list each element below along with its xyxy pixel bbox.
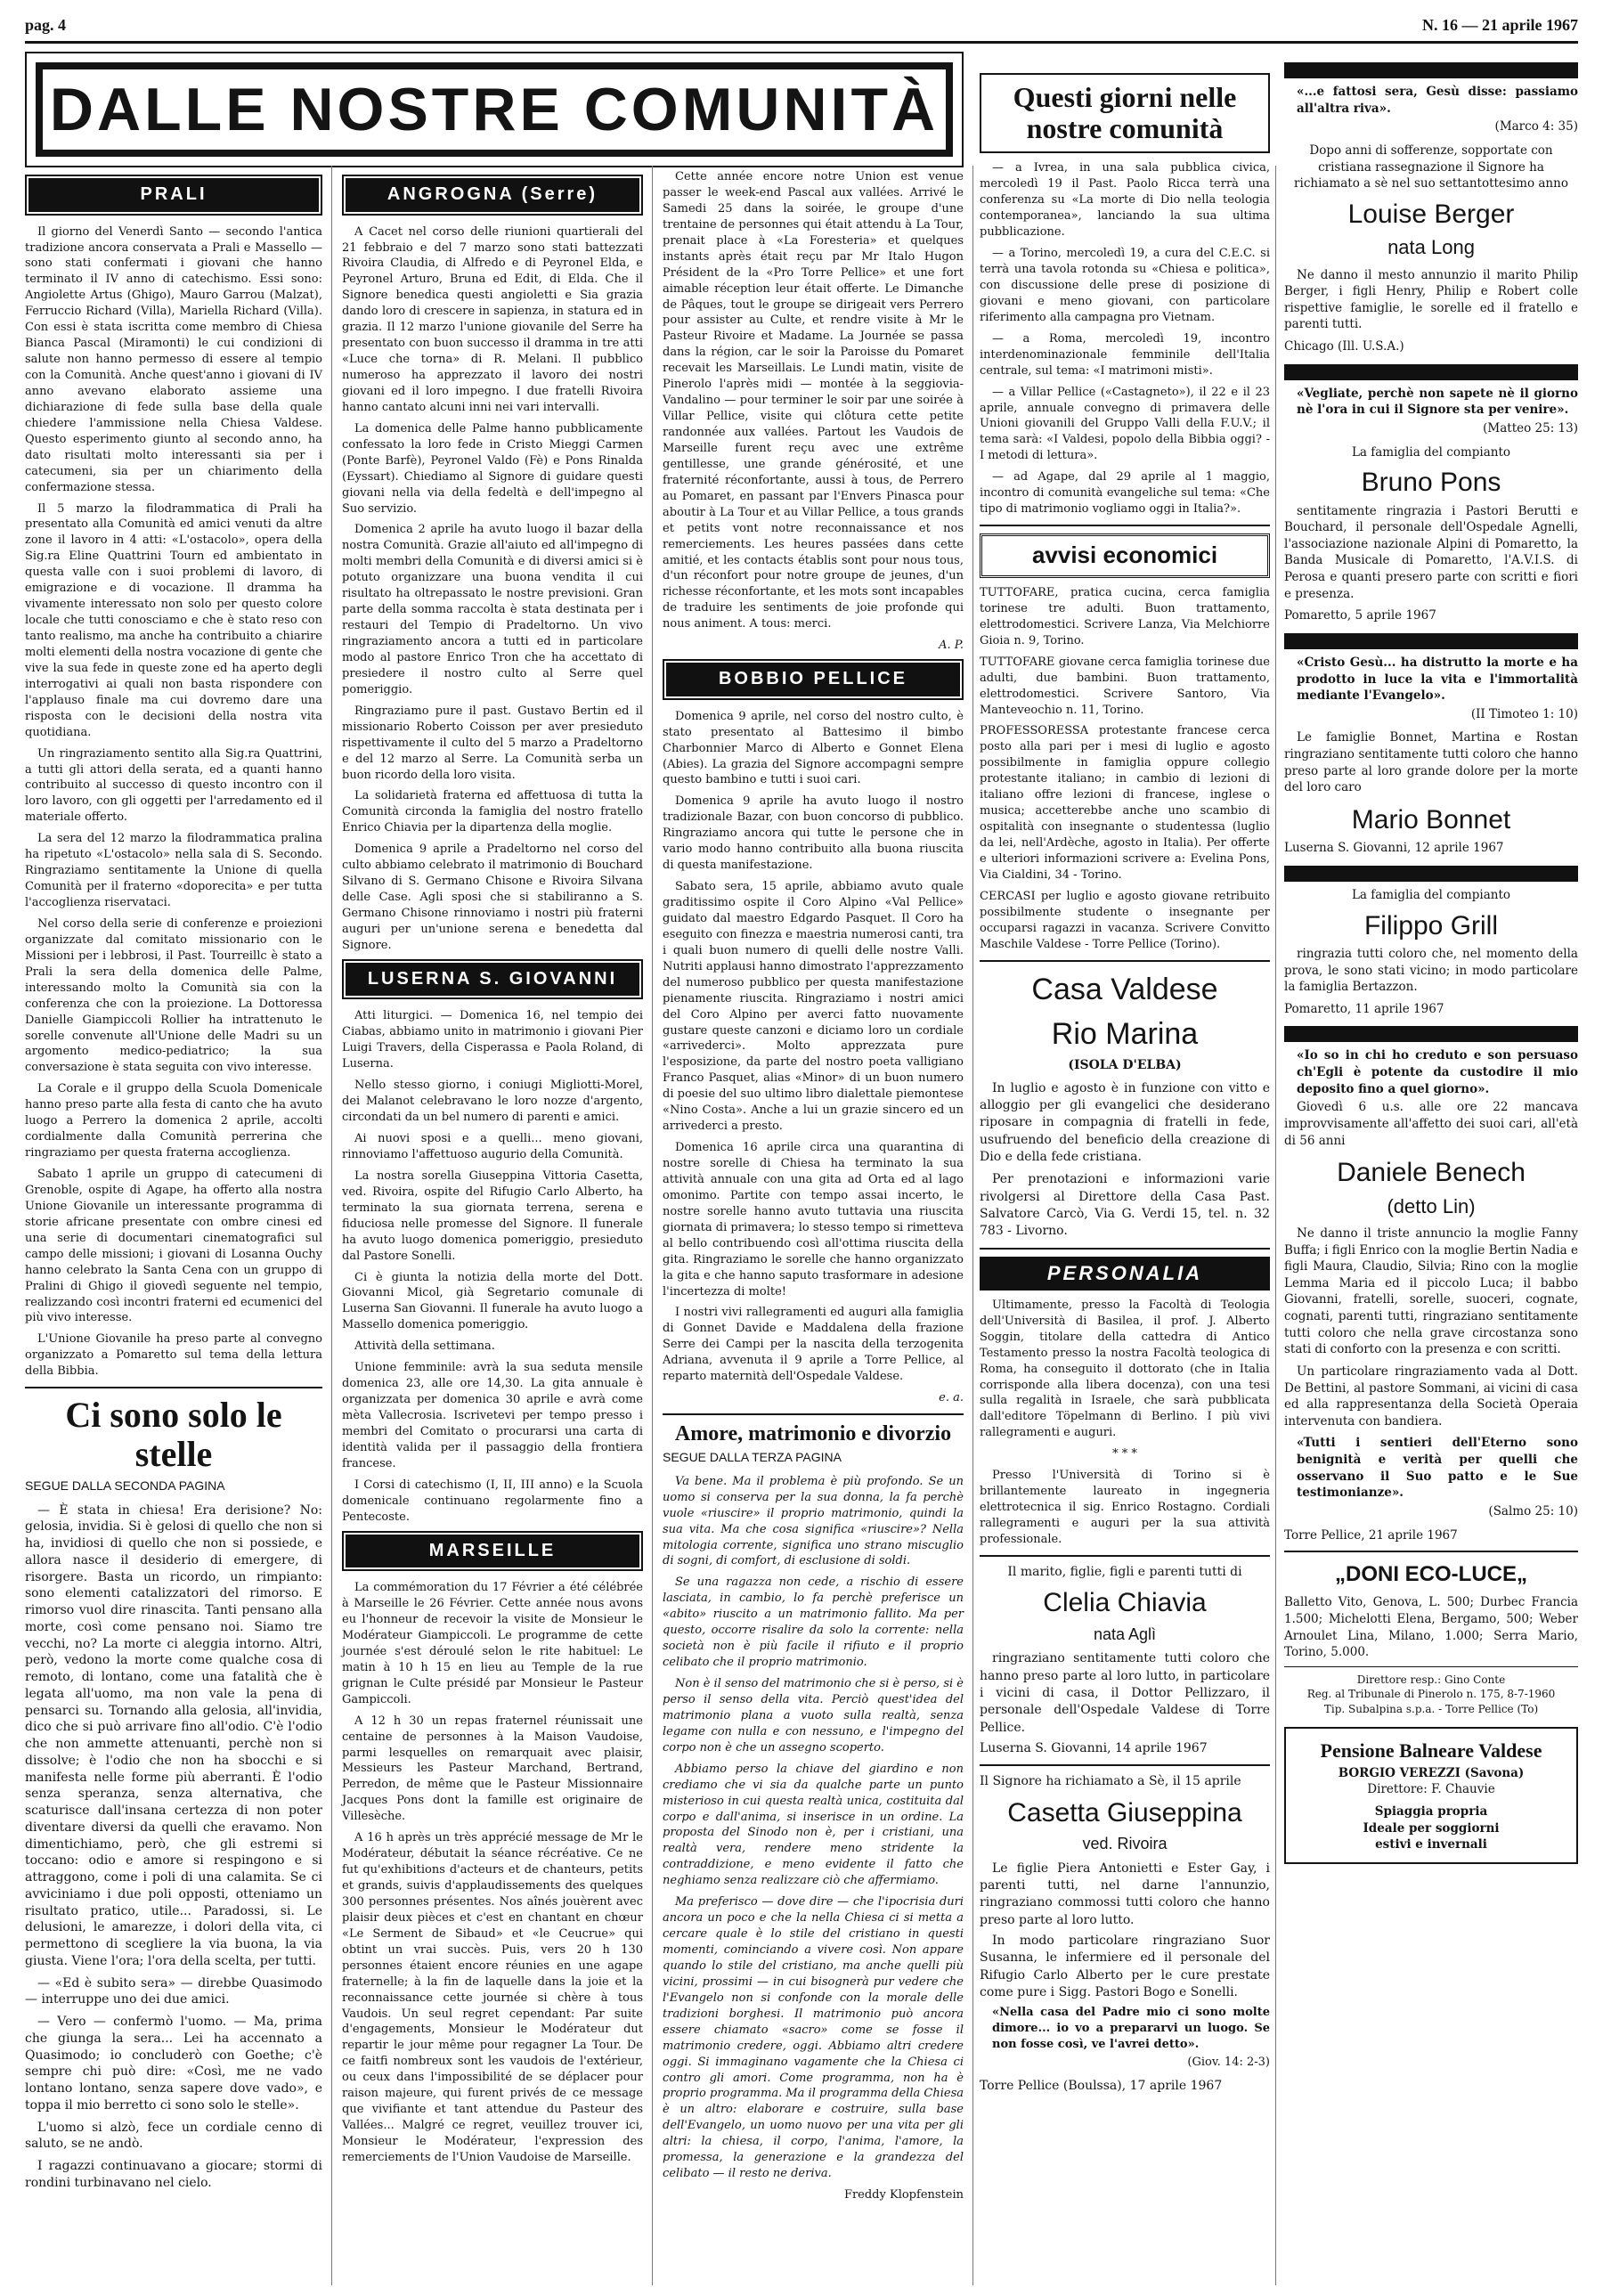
marseille-header: MARSEILLE [342,1531,643,1572]
article-paragraph: Domenica 9 aprile ha avuto luogo il nostro tradizionale Bazar, con buon concorso di pubblico. Ringraziamo ancora qui tutte le persone che in vario modo hanno contribuito alla buona riuscita di questa manifestazione. [663,794,964,873]
casetta-quote-ref: (Giov. 14: 2-3) [1187,2056,1270,2070]
column-3 [663,169,964,2203]
pensione-place: BORGIO VEREZZI (Savona) [1338,1765,1525,1780]
bonnet-text: Le famiglie Bonnet, Martina e Rostan ringraziano sentitamente tutti coloro che hanno preso parte al loro grande dolore per la morte del loro caro [1284,730,1578,795]
amore-author: Freddy Klopfenstein [843,2188,964,2202]
benech-text: Un particolare ringraziamento vada al Dott. De Bettini, al pastore Sommani, ai vicini di casa ed alla rappresentanza della Società Operaia intervenuta con bandiera. [1284,1364,1578,1429]
article-paragraph: L'Unione Giovanile ha preso parte al convegno organizzato a Pomaretto sul tema della lettura della Bibbia. [25,1332,322,1379]
article-paragraph: La nostra sorella Giuseppina Vittoria Casetta, ved. Rivoira, ospite del Rifugio Carlo Alberto, ha terminato la sua giornata terrena, serena e fiduciosa nelle promesse del Signore. Il funerale ha avuto luogo domenica pomeriggio, presieduto dal Pastore Sonelli. [342,1168,643,1263]
article-paragraph: — Vero — confermò l'uomo. — Ma, prima che giunga la sera... Lei ha accennato a Quasimodo; io concluderò con Goethe; c'è sempre chi può dire: «Così, me ne vado lontano lontano, senza sapere dove vado», e toppa il mio berretto ci sono solo le stelle». [25,2015,322,2113]
pensione-tag: Spiaggia propria [1374,1804,1488,1820]
article-paragraph: Domenica 9 aprile a Pradeltorno nel corso del culto abbiamo celebrato il matrimonio di Bouchard Silvano di S. Germano Chisone e Rivoira Silvana delle Case. Agli sposi che si stabiliranno a S. Germano Chisone rinnoviamo i nostri più fraterni auguri per un'unione serena e benedetta dal Signore. [342,843,643,952]
casa-text [980,1080,1270,1241]
benech-name: Daniele Benech [1337,1158,1526,1188]
column-2 [342,169,643,2171]
avvisi-list [980,585,1270,953]
masthead-printer: Tip. Subalpina s.p.a. - Torre Pellice (To) [1323,1702,1539,1715]
article-paragraph: A 12 h 30 un repas fraternel réunissait une centaine de personnes à la Maison Vaudoise, parmi lesquelles on remarquait avec plaisir, Messieurs les Pasteur Marchand, Bertrand, Perredon, de même que le Pasteur Missionnaire Jacques Pons dont la famille est originaire de Villesèche. [342,1714,643,1824]
amore-article [663,1474,964,2182]
article-paragraph: Attività della settimana. [354,1339,495,1354]
article-paragraph: Non è il senso del matrimonio che si è perso, si è perso il senso della vita. Perciò quest'idea del matrimonio plana a vuoto sulla realtà, senza legame con nulla e con nessuno, e l'impegno del corpo non è che un assegno scoperto. [663,1677,964,1755]
bonnet-quote: «Cristo Gesù... ha distrutto la morte e ha prodotto in luce la vita e l'immortalità mediante l'Evangelo». [1297,655,1578,704]
berger-intro: Dopo anni di sofferenze, sopportate con cristiana rassegnazione il Signore ha richiamato a sè nel suo settantottesimo anno [1294,142,1568,191]
article-paragraph: La domenica delle Palme hanno pubblicamente confessato la loro fede in Cristo Mieggi Carmen (Ponte Barfè), Peyronel Valdo (Fè) e Pons Rinalda (Eyssart). Chiediamo al Signore di guidare questi giovani nella via della fedeltà e dell'impegno al Suo servizio. [342,421,643,516]
article-paragraph: Atti liturgici. — Domenica 16, nel tempio dei Ciabas, abbiamo unito in matrimonio i giovani Pier Luigi Travers, della Cisperassa e Paola Roland, di Luserna. [342,1009,643,1071]
pensione-name: Pensione Balneare Valdese [1320,1739,1542,1763]
section-banner [25,52,964,167]
masthead-director: Direttore resp.: Gino Conte [1356,1673,1506,1686]
bobbio-signature: e. a. [939,1391,964,1405]
benech-place: Torre Pellice, 21 aprile 1967 [1284,1527,1458,1543]
column-5 [1284,53,1578,1875]
luserna-article [342,1008,643,1525]
article-paragraph: Va bene. Ma il problema è più profondo. Se un uomo si conserva per la sua donna, la fa perchè vuole «riuscire» il proprio matrimonio, quindi la sua vita. Ma che cosa significa «riuscire»? Nella mitologia corrente, significa uno strano miscuglio di sogni, di comfort, di esclusione di soldi. [663,1474,964,1568]
section-rule [1284,1551,1578,1552]
article-paragraph: Se una ragazza non cede, a rischio di essere lasciata, in cambio, lo fa perchè preferisce un «abito» riuscito a un matrimonio fallito. Ma per questo, occorre risalire da solo la corrente: nella società non è più facile il rifiuto e il proprio celibato che il proprio matrimonio. [663,1575,964,1670]
article-paragraph: Un ringraziamento sentito alla Sig.ra Quattrini, a tutti gli attori della serata, ed a quanti hanno contribuito al successo di questo incontro con il loro lavoro, con gli oggetti per l'arredamento ed il materiale offerto. [25,746,322,825]
article-paragraph: Il 5 marzo la filodrammatica di Prali ha presentato alla Comunità ed amici venuti da altre zone il lavoro in 4 atti: «L'ostacolo», opera della Sig.ra Eline Quattrini Tourn ed ambientato in questa valle con i suoi problemi di lavoro, di emigrazione e di vocazione. Il dramma ha vivamente interessato non solo per questo colore locale che tutti conosciamo e che è stato reso con tanto realismo, ma anche ha contribuito a chiarire molti elementi della nostra vocazione di gente che vive la sua fede in queste zone ed ha aperto degli interrogativi ai quali non basta rispondere con l'applauso finale ma cui dovremo dare una risposta con le decisioni della nostra vita quotidiana. [25,501,322,739]
article-paragraph: A Cacet nel corso delle riunioni quartierali del 21 febbraio e del 7 marzo sono stati battezzati Rivoira Claudia, di Alfredo e di Peyronel Elda, e Peyronel Arturo, Bruna ed Edit, di Elda. Che il Signore benedica questi angioletti e Sia grazia dando loro di crescere in sapienza, in statura ed in grazia. Il 12 marzo l'unione giovanile del Serre ha presentato con buon successo il dramma in tre atti «Luce che torna» di R. Melani. Il pubblico numeroso ha apprezzato il lavoro dei nostri giovani ed il loro impegno. I due fratelli Rivoira hanno cantato alcuni inni nei vari intervalli. [342,224,643,414]
article-paragraph: In luglio e agosto è in funzione con vitto e alloggio per gli evangelici che desiderano riposare in compagnia di fratelli in fede, usufruendo del beneficio della creazione di Dio e della fede cristiana. [980,1080,1270,1164]
pensione-tag: estivi e invernali [1375,1837,1487,1852]
amore-subtitle: SEGUE DALLA TERZA PAGINA [663,1450,842,1465]
pensione-ad [1284,1727,1578,1863]
prali-article [25,224,322,1380]
clelia-intro: Il marito, figlie, figli e parenti tutti di [1007,1564,1242,1579]
pensione-tag: Ideale per soggiorni [1363,1820,1500,1836]
classified-ad: CERCASI per luglio e agosto giovane retribuito possibilmente studente o insegnante per occuparsi ragazzi in vacanza. Scrivere Convitto Maschile Valdese - Torre Pellice (Torino). [980,889,1270,951]
article-paragraph: — ad Agape, dal 29 aprile al 1 maggio, incontro di comunità evangeliche sul tema: «Che tipo di matrimonio vogliamo oggi in Italia?». [980,470,1270,517]
amore-title: Amore, matrimonio e divorzio [674,1422,952,1446]
berger-name: Louise Berger [1347,199,1515,229]
article-paragraph: Domenica 2 aprile ha avuto luogo il bazar della nostra Comunità. Grazie all'aiuto ed all'impegno di molti membri della Comunità e di diversi amici si è potuto organizzare una buona vendita il cui risultato ha oltrepassato le nostre previsioni. Gran parte della somma raccolta è stata destinata per i restauri del Tempio di Pradeltorno. Un vivo ringraziamento ancora a tutti ed in particolare modo al pastore Enrico Tron che ha accettato di presiedere il nostro culto al Serre quel pomeriggio. [342,523,643,696]
issue-date: N. 16 — 21 aprile 1967 [1422,16,1578,34]
stelle-subtitle: SEGUE DALLA SECONDA PAGINA [25,1478,225,1494]
article-paragraph: Presso l'Università di Torino si è brillantemente laureato in ingegneria elettrotecnica il sig. Enrico Rostagno. Cordiali rallegramenti e auguri per la sua attività professionale. [980,1469,1270,1546]
bobbio-header: BOBBIO PELLICE [663,659,964,700]
casetta-text: Le figlie Piera Antonietti e Ester Gay, i parenti tutti, nel darne l'annunzio, ringraziano commossi tutti coloro che hanno preso parte al loro lutto. [980,1860,1270,1927]
page-number: pag. 4 [25,16,67,34]
article-paragraph: Ai nuovi sposi e a quelli... meno giovani, rinnoviamo l'affettuoso augurio della Comunità. [342,1132,643,1161]
section-rule [663,1413,964,1415]
benech-quote-2: «Tutti i sentieri dell'Eterno sono benignità e verità per quelli che osservano il Suo patto e le Sue testimonianze». [1297,1436,1578,1501]
article-paragraph: — a Villar Pellice («Castagneto»), il 22 e il 23 aprile, annuale convegno di primavera delle Unioni giovanili del Gruppo Valli della F.U.V.; il tema sarà: «I Valdesi, popolo della Bibbia oggi? - I metodi di lettura». [980,385,1270,463]
notice-bar [1284,1026,1578,1042]
casa-place: (ISOLA D'ELBA) [1068,1058,1182,1073]
article-paragraph: I nostri vivi rallegramenti ed auguri alla famiglia di Gonnet Davide e Maddalena della frazione Serre dei Campi per la nascita della terzogenita Adriana, avvenuta il 9 aprile a Torre Pellice, al reparto maternità dell'Ospedale Valdese. [663,1306,964,1384]
separator-stars: * * * [1112,1447,1137,1461]
section-rule [980,1248,1270,1250]
casetta-sub: ved. Rivoira [1082,1835,1168,1853]
berger-place: Chicago (Ill. U.S.A.) [1284,339,1404,354]
column-4 [980,73,1270,2095]
pons-name: Bruno Pons [1361,468,1501,498]
article-paragraph: — È stata in chiesa! Era derisione? No: gelosia, invidia. Si è gelosi di quello che non si ha, invidiosi di quello che non si possiede, e allora nasce il desiderio di emergere, di risorgere. Basta un ricordo, un rimpianto: sono elementi catalizzatori del rimorso. E rimorso vuol dire rinascita. Tanti pensano alla morte, così come pensano noi. Siamo tre vecchi, no? La morte ci aleggia intorno. Altri, però, vedono la morte come qualche cosa di remoto, di lontano, come una fatalità che è legata all'uomo, ma non vale la pena di pensarci su. Tornando alla gelosia, all'invidia, dico che si può arrivare fino all'odio. C'è l'odio che non ammette attenuanti, perchè non si dissolve; è l'odio che non ha sbocchi e si manifesta nelle forme più aberranti. È l'odio senza speranza, senza alternativa, che scaturisce dall'insana certezza di non poter diventare diversi da quelli che eravamo. Non dimentichiamo, però, che gli estremi si toccano: odio e amore si respingono e si attraggono, come i poli di una calamita. Se ci avviciniamo i due poli opposti, otteniamo un risultato pratico, utile... Paradossi, si. Le delusioni, le amarezze, i dolori della vita, ci permettono di scegliere la via buona, la via giusta. Viene l'ora; l'ora della scelta, per tutti. [25,1502,322,1968]
article-paragraph: Ci è giunta la notizia della morte del Dott. Giovanni Micol, già Segretario comunale di Luserna San Giovanni. Il funerale ha avuto luogo a Massello domenica pomeriggio. [342,1270,643,1332]
angrogna-article [342,224,643,954]
classified-ad: TUTTOFARE, pratica cucina, cerca famiglia torinese tre adulti. Buon trattamento, elettrodomestici. Scrivere Lanza, Via Melchiorre Gioia n. 9, Torino. [980,585,1270,647]
article-paragraph: Abbiamo perso la chiave del giardino e non crediamo che vi sia da qualche parte un punto misterioso in cui questa realtà unica, costituita dal corpo e dall'anima, si inserisce in un ordine. La proposta del Sinodo non è, per i cristiani, una realtà vera, rendere meno stridente la contraddizione, e meno evidente il fatto che neghiamo senza realizzare ciò che affermiamo. [663,1762,964,1888]
bonnet-place: Luserna S. Giovanni, 12 aprile 1967 [1284,841,1504,856]
masthead-registration: Reg. al Tribunale di Pinerolo n. 175, 8-7-1960 [1306,1688,1556,1701]
notice-bar [1284,866,1578,882]
article-paragraph: Cette année encore notre Union est venue passer le week-end Pascal aux vallées. Arrivé le Samedi 25 dans la soirée, le groupe d'une trentaine de personnes qui était attendu à La Tour, prenait place à «La Foresteria» et quelques instants après était reçu par Mr Italo Hugon Président de la «Pro Torre Pellice» et une fort aimable réception leur était offerte. Le Dimanche de Pâques, tout le groupe se dirigeait vers Perrero pour assister au Culte, et rendre visite à Mr le Pasteur Rivoire et Madame. La Journée se passa dans la région, car le soir la Paroisse du Pomaret recevait les Marseillais. Le Lundi matin, visite de Pinerolo l'après midi — montée à la seggiovia-Vandalino — pour terminer le soir par une soirée à Villar Pellice, visite qui clôtura cette petite randonnée aux vallées. Partout les Vaudois de Marseille furent reçu avec une extrême gentillesse, une grande générosité, et une fraternité réconfortante, aussi à tous, de Perrero au Pomaret, en passant par l'Envers Pinasca pour aboutir à La Tour et au Villar Pellice, a tous grands et petits vont notre reconnaissance et nos remerciements. Les heures passées dans cette amitié, et les contacts établis sont pour nous tous, d'un réconfort pour notre groupe de jeunes, d'un richesse réconfortante, et les mots sont incapables de traduire les sentiments de joie profonde qui nous animent. A tous: merci. [663,170,964,631]
article-paragraph: La sera del 12 marzo la filodrammatica pralina ha ripetuto «L'ostacolo» nella sala di S. Secondo. Ringraziamo sentitamente la Unione di quella Comunità per il fraterno «doporecita» e per tutta l'accoglienza riservataci. [25,832,322,910]
section-rule [25,1387,322,1388]
banner-title: DALLE NOSTRE COMUNITÀ [49,76,940,143]
angrogna-header: ANGROGNA (Serre) [342,175,643,216]
clelia-place: Luserna S. Giovanni, 14 aprile 1967 [980,1741,1208,1756]
luserna-header: LUSERNA S. GIOVANNI [342,959,643,1000]
section-rule [980,1555,1270,1557]
section-rule [980,960,1270,962]
casetta-text: In modo particolare ringraziano Suor Susanna, le infermiere ed il personale del Rifugio Carlo Alberto per le cure prestate come pure i Sigg. Pastori Bogo e Sonelli. [980,1934,1270,2000]
berger-quote-ref: (Marco 4: 35) [1494,119,1578,134]
article-paragraph: Per prenotazioni e informazioni varie rivolgersi al Direttore della Casa Past. Salvatore Carcò, Via G. Verdi 15, tel. n. 32 783 - Livorno. [980,1172,1270,1239]
marseille-signature: A. P. [939,639,964,653]
article-paragraph: Ma preferisco — dove dire — che l'ipocrisia duri ancora un poco e che la nella Chiesa ci si metta a cercare quale è lo stile del cristiano in questi momenti, cominciando a vivere così. Non appare quando lo stile del cristiano, ma anche quelli più vicini, prossimi — in cui bisognerà pur vedere che l'Evangelo non si confonde con la morale delle tradizioni borghesi. Il matrimonio può ancora essere chiamato «sacro» come se fosse il matrimonio credere, oggi. Abbiamo altri credere oggi. Si immaginano vagamente che la Chiesa ci contro gli amori. Come programma, non ha è proprio programma. Ma il programma della Chiesa è un altro: elaborare e costruire, sulla base dell'Evangelo, un uomo nuovo per una vita per gli altri: la chiesa, il corpo, l'anima, l'amore, la promessa, la generazione e la grandezza del celibato — il resto ne deriva. [663,1895,964,2181]
casetta-quote: «Nella casa del Padre mio ci sono molte dimore... io vo a prepararvi un luogo. Se non fosse così, ve l'avrei detto». [992,2006,1270,2052]
article-paragraph: Domenica 16 aprile circa una quarantina di nostre sorelle di Chiesa ha terminato la sua attività annuale con una gita ad Orta ed al lago omonimo. Partite con tempo assai incerto, le nostre sorelle hanno avuto tuttavia una riuscita giornata di primavera; lo stesso tempo si rimetteva al bello contribuendo così all'ottima riuscita della gita. Ringraziamo le sorelle che hanno organizzato la gita e che hanno saputo trasformare in adesione l'incertezza di molte! [663,1141,964,1299]
column-rule [972,166,973,2285]
article-paragraph: Nello stesso giorno, i coniugi Migliotti-Morel, dei Malanot celebravano le loro nozze d'argento, circondati da un bel numero di parenti e amici. [342,1079,643,1125]
article-paragraph: L'uomo si alzò, fece un cordiale cenno di saluto, se ne andò. [25,2120,322,2152]
grill-place: Pomaretto, 11 aprile 1967 [1284,1001,1444,1016]
clelia-sub: nata Aglì [1093,1624,1157,1643]
notice-bar [1284,62,1578,78]
pons-intro: La famiglia del compianto [1351,444,1511,460]
divider [1284,1666,1578,1667]
column-rule [652,166,653,2285]
article-paragraph: — «Ed è subito sera» — direbbe Quasimodo — interruppe uno dei due amici. [25,1975,322,2007]
article-paragraph: La solidarietà fraterna ed affettuosa di tutta la Comunità circonda la famiglia del nostro fratello Enrico Chiavia per la dipartenza della moglie. [342,789,643,835]
personalia-article [980,1298,1270,1548]
berger-sub: nata Long [1387,236,1475,259]
berger-quote: «...e fattosi sera, Gesù disse: passiamo all'altra riva». [1297,85,1578,116]
benech-sub: (detto Lin) [1387,1194,1476,1217]
stelle-title: Ci sono solo le stelle [65,1395,282,1475]
stelle-article [25,1502,322,2192]
notice-bar [1284,633,1578,649]
page-header [25,16,1578,36]
column-rule [1275,166,1276,2285]
notice-bar [1284,364,1578,380]
header-rule [25,41,1578,44]
article-paragraph: — a Roma, mercoledì 19, incontro interdenominazionale femminile dell'Italia centrale, sul tema: «I matrimoni misti». [980,331,1270,378]
bonnet-name: Mario Bonnet [1351,804,1511,835]
pons-place: Pomaretto, 5 aprile 1967 [1284,608,1436,623]
article-paragraph: I ragazzi continuavano a giocare; stormi di rondini turbinavano nel cielo. [25,2159,322,2190]
clelia-text: ringraziano sentitamente tutti coloro che hanno preso parte al loro lutto, in particolare i vicini di casa, il Dottor Pellizzaro, il personale dell'Ospedale Valdese di Torre Pellice. [980,1651,1270,1735]
pons-quote-ref: (Matteo 25: 13) [1483,420,1578,436]
marseille-continued [663,169,964,654]
article-paragraph: La commémoration du 17 Février a été célébrée à Marseille le 26 Février. Cette année nous avons eu l'honneur de recevoir la visite de Monsieur le Modérateur Giampiccoli. Le programme de cette journée s'est déroulé selon le rite habituel: Le matin à 10 h 15 en lieu au Temple de la rue grignan le Culte présidé par Monsieur le Pasteur Gampiccoli. [342,1581,643,1706]
article-paragraph: Unione femminile: avrà la sua seduta mensile domenica 23, alle ore 14,30. La gita annuale è organizzata per domenica 30 aprile e avrà come mèta Vallecrosia. Iscrivetevi per tempo presso i membri del Comitato o procurarsi una carta di identità valida per il passaggio della frontiera francese. [342,1361,643,1470]
grill-name: Filippo Grill [1363,910,1499,940]
article-paragraph: Sabato sera, 15 aprile, abbiamo avuto quale graditissimo ospite il Coro Alpino «Val Pellice» guidato dal maestro Edgardo Pasquet. Il Coro ha eseguito con finezza e maestria numerosi canti, tra i quali buon numero di quelli delle nostre Valli. Nutriti applausi hanno dimostrato l'apprezzamento del numeroso pubblico per questa manifestazione pienamente riuscita. Ringraziamo i nostri amici del Coro Alpino per averci fatto nuovamente gustare queste canzoni e diciamo loro un cordiale «arrivederci». Molto apprezzata pure l'esposizione, da parte del nostro poeta valligiano Franco Pasquet, alias «Minor» di un buon numero di poesie del suo ultimo libro dialettale piemontese «Nino Costa». Anche a lui un grazie sincero ed un arrivederci a presto. [663,880,964,1134]
article-paragraph: Ultimamente, presso la Facoltà di Teologia dell'Università di Basilea, il prof. J. Alberto Soggin, titolare della cattedra di Antico Testamento presso la nostra Facoltà teologica di Roma, ha conseguito il dottorato (che in Italia corrisponde alla libera docenza), con una tesi sulla regalità in Israele, che sarà pubblicata dall'editore Töpelmann di Berlino. I più vivi rallegramenti e auguri. [980,1298,1270,1440]
casa-name: Casa Valdese [1031,972,1218,1006]
classified-ad: TUTTOFARE giovane cerca famiglia torinese due adulti, due bambini. Buon trattamento, elettrodomestici. Scrivere Santoro, Via Manteveochio n. 11, Torino. [980,655,1270,717]
article-paragraph: Ringraziamo pure il past. Gustavo Bertin ed il missionario Roberto Coisson per aver presieduto rispettivamente il culto del 5 marzo a Pradeltorno e del 12 marzo al Serre. La Comunità serba un buon ricordo della loro visita. [342,704,643,782]
doni-list: Balletto Vito, Genova, L. 500; Durbec Francia 1.500; Michelotti Elena, Bergamo, 500; Weber Arnoulet Lina, Milano, 1.000; Serra Mario, Torino, 5.000. [1284,1595,1578,1660]
section-rule [980,1764,1270,1766]
casetta-name: Casetta Giuseppina [1007,1797,1242,1828]
column-rule [331,166,332,2285]
doni-title: „DONI ECO-LUCE„ [1335,1562,1527,1587]
casetta-place: Torre Pellice (Boulssa), 17 aprile 1967 [980,2079,1223,2094]
pensione-director: Direttore: F. Chauvie [1367,1782,1495,1797]
questi-title: Questi giorni nelle nostre comunità [980,73,1270,153]
casa-location: Rio Marina [1051,1017,1199,1052]
prali-header: PRALI [25,175,322,216]
article-paragraph: I Corsi di catechismo (I, II, III anno) e la Scuola domenicale continuano regolarmente fino a Pentecoste. [342,1478,643,1524]
classified-ad: PROFESSORESSA protestante francese cerca posto alla pari per i mesi di luglio e agosto possibilmente in famiglia oppure collegio protestante italiano; in cambio di lezioni di italiano offre lezioni di francese, inglese o musica; accetterebbe anche uno scambio di ospitalità con insegnante o studentessa (luglio da lei, nell'Ardèche, agosto in Italia). Per offerte e ulteriori informazioni scrivere a: Evelina Pons, Via Cialdini, 34 - Torino. [980,724,1270,882]
column-1 [25,169,322,2197]
article-paragraph: — a Ivrea, in una sala pubblica civica, mercoledì 19 il Past. Paolo Ricca terrà una conferenza su «La morte di Dio nella teologia contemporanea», lanciando la sua ultima pubblicazione. [980,161,1270,240]
article-paragraph: A 16 h après un très apprécié message de Mr le Modérateur, débutait la séance récréative. Ce ne fut qu'exhibitions d'acteurs et de chanteurs, petits et grands, suivis d'applaudissements des quelques 300 personnes présentes. Nos aînés jouèrent avec plaisir deux pièces et c'est en chantant en chœur «Le Serment de Sibaud» et «le Ceucrue» qui obtint un vrai succès. Puis, vers 20 h 130 personnes étaient encore réunies en une agape fraternelle; à la fin de laquelle dans la joie et la reconnaissance cette journée si chère à tous Vaudois. Un seul regret cependant: Par suite d'engagements, Monsieur le Modérateur dut repartir le jour même pour regagner La Tour. De ce faitfi nombreux sont les vaudois de l'extérieur, ou ceux dans l'impossibilité de se déplacer pour raison majeure, qui furent privés de ce message que vivifiante et tant attendue du Pasteur des Vallées... Malgré ce regret, veuillez trouver ici, Monsieur le Modérateur, l'expression des remerciements de l'Union Vaudoise de Marseille. [342,1831,643,2164]
grill-text: ringrazia tutti coloro che, nel momento della prova, le sono stati vicino; in modo particolare la famiglia Bertazzon. [1284,946,1578,995]
article-paragraph: — a Torino, mercoledì 19, a cura del C.E.C. si terrà una tavola rotonda su «Chiesa e politica», con discussione delle prese di posizione di giovani e meno giovani, con particolare riferimento alla campagna pro Vietnam. [980,247,1270,324]
benech-intro: Giovedì 6 u.s. alle ore 22 mancava improvvisamente all'affetto dei suoi cari, all'età di 56 anni [1284,1100,1578,1148]
grill-intro: La famiglia del compianto [1351,887,1511,902]
casetta-intro: Il Signore ha richiamato a Sè, il 15 aprile [980,1774,1241,1789]
clelia-name: Clelia Chiavia [1043,1588,1207,1618]
pons-text: sentitamente ringrazia i Pastori Berutti e Bouchard, il personale dell'Ospedale Agnelli, l'associazione nazionale Alpini di Pomaretto, la Banda Musicale di Pomaretto, l'A.V.I.S. di Perosa e quanti presero parte con scritti e fiori e presenza. [1284,503,1578,601]
marseille-article [342,1580,643,2166]
article-paragraph: Nel corso della serie di conferenze e proiezioni organizzate dal comitato missionario con le Missioni per i lebbrosi, il Past. Tourreillc è stato a Prali la sera della domenica delle Palme, interessando molto la Comunità sia con la conferenza che con la proiezione. La Dottoressa Danielle Giampiccoli Rollier ha intrattenuto le sorelle convenute all'Unione delle Madri su un argomento medico-pediatrico; la sua conversazione è stata seguita con vivo interesse. [25,916,322,1075]
section-rule [980,525,1270,526]
personalia-header: PERSONALIA [980,1257,1270,1290]
benech-quote: «Io so in chi ho creduto e son persuaso ch'Egli è potente da custodire il mio deposito fino a quel giorno». [1297,1048,1578,1096]
avvisi-header: avvisi economici [980,533,1270,578]
article-paragraph: La Corale e il gruppo della Scuola Domenicale hanno preso parte alla festa di canto che ha avuto luogo a Perrero la domenica 2 aprile, accolti cordialmente dalla Comunità perrerina che ringraziamo per questa fraterna accoglienza. [25,1082,322,1160]
pons-quote: «Vegliate, perchè non sapete nè il giorno nè l'ora in cui il Signore sta per venire». [1297,386,1578,418]
benech-text: Ne danno il triste annuncio la moglie Fanny Buffa; i figli Enrico con la moglie Bertin Nadia e figli Maura, Claudio, Silvia; Rino con la moglie Lemma Maria ed il piccolo Luca; il babbo Giovanni, fratelli, sorelle, suoceri, cognate, cognati, parenti tutti, ringraziano sentitamente tutti coloro che nella grave circostanza sono stati di conforto con la presenza e con scritti. [1284,1225,1578,1357]
berger-text: Ne danno il mesto annunzio il marito Philip Berger, i figli Henry, Philip e Robert colle rispettive famiglie, le sorelle ed il fratello e parenti tutti. [1284,267,1578,332]
bonnet-quote-ref: (II Timoteo 1: 10) [1470,706,1578,721]
questi-article [980,160,1270,517]
article-paragraph: Sabato 1 aprile un gruppo di catecumeni di Grenoble, ospite di Agape, ha offerto alla nostra Unione Giovanile un interessante programma di storie africane presentate con ombre cinesi ed una serie di documentari cinematografici sul campo delle missioni; i giovani di Losanna Ouchy hanno celebrato la Santa Cena con un gruppo di Pralini di Ghigo il giovedì seguente nel tempio, realizzando così incontri fraterni ed ecumenici del più vivo interesse. [25,1168,322,1325]
bobbio-article [663,709,964,1406]
benech-quote-ref: (Salmo 25: 10) [1488,1503,1578,1518]
article-paragraph: Il giorno del Venerdì Santo — secondo l'antica tradizione ancora conservata a Prali e Massello — sono stati confermati i giovani che hanno terminato il IV anno di catechismo. Essi sono: Angiolette Artus (Ghigo), Mauro Garrou (Malzat), Ferruccio Richard (Villa), Mariella Richard (Villa). Con essi è stata iscritta come membro di Chiesa Bianca Pascal (Miramonti) le cui condizioni di salute non hanno permesso di essere al tempio con la Comunità. Anche quest'anno i giovani di IV anno avevano elaborato assieme una dichiarazione di fede sulla base della quale chiedere l'ammissione nella Chiesa Valdese. Questo esperimento giunto al secondo anno, ha dato risultati molto interessanti sia per i catecumeni, sia per un chiarimento della confermazione stessa. [25,224,322,494]
article-paragraph: Domenica 9 aprile, nel corso del nostro culto, è stato presentato al Battesimo il bimbo Charbonnier Marco di Alberto e Gonnet Elena (Abies). La grazia del Signore accompagni sempre questo bambino e tutti i suoi cari. [663,709,964,787]
